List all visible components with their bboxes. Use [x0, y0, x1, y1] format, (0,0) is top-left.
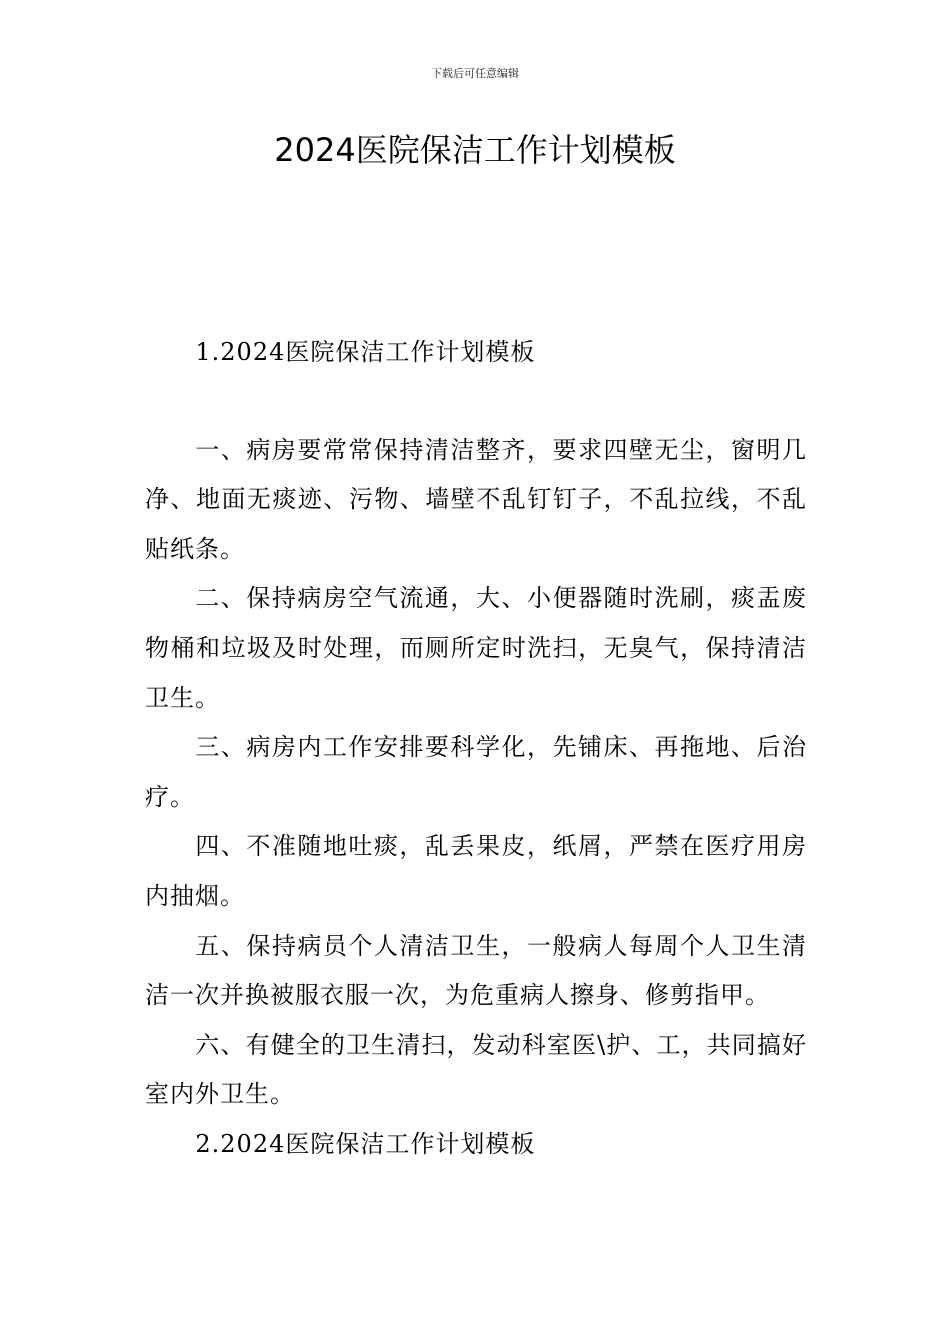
paragraph-3: 三、病房内工作安排要科学化，先铺床、再拖地、后治疗。 — [145, 733, 807, 811]
paragraph-4: 四、不准随地吐痰，乱丢果皮，纸屑，严禁在医疗用房内抽烟。 — [145, 832, 807, 910]
document-body — [145, 328, 807, 1170]
section-heading-2: 2.2024医院保洁工作计划模板 — [195, 1129, 536, 1158]
paragraph-6: 六、有健全的卫生清扫，发动科室医\护、工，共同搞好室内外卫生。 — [145, 1030, 807, 1109]
spacer — [145, 378, 807, 426]
header-note: 下载后可任意编辑 — [431, 67, 519, 80]
paragraph-1: 一、病房要常常保持清洁整齐，要求四壁无尘，窗明几净、地面无痰迹、污物、墙壁不乱钉钉子，不乱拉线，不乱贴纸条。 — [145, 435, 807, 563]
document-title: 2024医院保洁工作计划模板 — [274, 131, 676, 169]
section-heading-1: 1.2024医院保洁工作计划模板 — [195, 338, 536, 366]
paragraph-5: 五、保持病员个人清洁卫生，一般病人每周个人卫生清洁一次并换被服衣服一次，为危重病人擦身、修剪指甲。 — [145, 931, 807, 1010]
paragraph-2: 二、保持病房空气流通，大、小便器随时洗刷，痰盂废物桶和垃圾及时处理，而厕所定时洗扫，无臭气，保持清洁卫生。 — [145, 584, 807, 712]
